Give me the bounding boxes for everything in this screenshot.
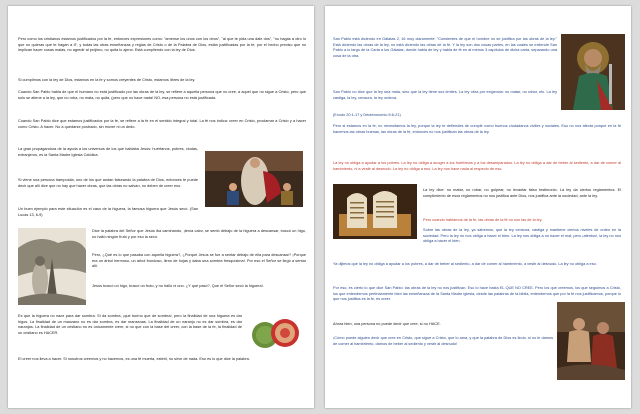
bible-reference: (Exodo 20:1-17 y Deuteronomio 5:6-21) bbox=[333, 113, 401, 117]
paragraph: Ya dijimos que la ley no obliga a ayudar a los pobres, a dar de beber al sediento, a dar de comer al hambriento, a vestir al desnudo. La ley no obliga a eso. bbox=[333, 262, 597, 266]
paragraph: San Pablo está diciendo en Gálatas 2, 16 muy claramente: "Consientes de que el hombre no se justifica por las obras de la ley." Está diciendo las obras de la ley, no está diciendo las obras de la fé. Y la ley son dos cosas partes, en las cuales se extiende San Pablo a lo largo de la Carta a los Gálatas, donde habla de ley y habla de fé en al menos 3 capítulos de dicha carta, separando una cosa de la otra. bbox=[333, 37, 557, 58]
paragraph: Pero como los cristianos estamos justificados por la fe, entonces expresiones como: "amense los unos con los otros", "al que te pida una dale dos", "no hagas a otro lo que no quieras que te hagan a ti", y todas las otras enseñanzas y reglas de Cristo o de la Palabra de Dios, están justificadas por la fe, por el hecho preciso que no implican hacer cosas malas, no agredir al prójimo, no quita lo ajeno. Está cumpliendo con la ley de Dios. bbox=[18, 37, 306, 53]
paragraph: Pero cuando hablamos de la fe, las obras de la fé no son las de la ley. bbox=[423, 218, 543, 222]
paragraph: Si viene una persona tramposita, uno de los que andan falseando la palabra de Dios, entonces te puede decir que allí dice que no hay que hacer obras, que las obras no salvan, no deben de creer eso. bbox=[18, 178, 198, 188]
paragraph: Pero, ¿Qué es lo que pasaba con aquella higuera?, ¿Porqué Jesús se fue a sentar debajo de ella para descansar? ¡Porque era un árbol hermoso, un árbol frondoso, lleno de hojas y daba una sombra fresquísima!. Por eso el Señor se llegó a sentar allí. bbox=[92, 253, 306, 269]
paragraph: La gran propagandora de la ayuda a los universos de los que hablaba Jesús: huérfanos, pobres, viudas, extranjeros, es la Santa Madre Iglesia Católica. bbox=[18, 147, 198, 157]
paragraph: La ley no obliga a ayudar a los pobres. La ley no obliga a acoger a los huérfanos y a los desamparados. La ley no obliga a dar de beber al sediento, a dar de comer al hambriento, ni a vestir al desnudo. La ley no obliga a eso. La ley nos hace nada al respecto de eso. bbox=[333, 161, 621, 171]
fig-tree-engraving-image bbox=[18, 228, 86, 305]
paragraph: Sobre las obras de la ley, ya sabemos, que la ley censura, castiga y mantiene ciertos niveles de orden en la sociedad. Pero la ley no nos obliga a hacer el bien. La ley nos obliga a no hacer el mal, pero ¡atentos!, la ley no nos obliga a hacer el bien. bbox=[423, 228, 621, 244]
paragraph: El creer nos lleva a hacer. Si nosotros creemos y no hacemos, es una fé muerta, estéril, no sirve de nada. Eso es lo que dice la palabra. bbox=[18, 357, 250, 361]
paragraph: Cuando San Pablo dice que estamos justificados por la fe, se refiere a la fe en el sentido integral y total. La fé nos indica: creer en Cristo, proclamar a Cristo y a hacer como Cristo. A hacer. No a quedarse postrado, sin mover ni un dedo. bbox=[18, 119, 306, 129]
commandments-tablets-image bbox=[333, 184, 417, 239]
figs-icon bbox=[245, 311, 305, 351]
paragraph: Cuando San Pablo habla de que el humano no está justificado por las obras de la ley, se refiere a aquella persona que no cree, a aquel que no sigue a Cristo, pero que solo se atiene a la ley, que no roba, no mata, no quita, (pero que no hace nada! NO, esa persona no está justificada. bbox=[18, 90, 306, 100]
saint-painting-image bbox=[205, 151, 303, 207]
paragraph: Jesús buscó un higo, buscó un fruto, y no halló ni uno. ¿Y qué pasó?, Que el Señor secó la higuera!. bbox=[92, 284, 264, 288]
works-of-mercy-painting-image bbox=[557, 302, 625, 380]
right-page bbox=[325, 6, 631, 408]
paragraph: Pero si estamos en la fe, no necesitamos la ley, porque la ley te defiendes de cumplir como buenos ciudadanos civiles y sociales. Eso no nos afecta porque en la fé hacemos las obras buenas, las obras de la fé, entonces no nos justifican las obras de la ley. bbox=[333, 124, 621, 134]
paragraph: Ahora bien, una persona no puede decir que cree, si no HACE. bbox=[333, 322, 441, 326]
paragraph: Es que la higuera no nace para dar sombra. Si da sombra, ¡qué bueno que de sombra!, pero la finalidad de una higuera es dar higos. La finalidad de un manzano no es dar sombra, es dar manzanas. La finalidad de un naranjo no es dar sombra, es dar naranjas. La finalidad de un cristiano no es únicamente creer, si no que con la base del creer, con la base de la fe, la finalidad de un cristiano es HACER. bbox=[18, 314, 242, 335]
paragraph: San Pablo no dice que la ley sea mala, sino que la ley tiene sus límites. La ley obra por exigencia: no matar, no robar, etc. La ley castiga, la ley, censura, la ley ordena. bbox=[333, 90, 557, 100]
paragraph: Dice la palabra del Señor que Jesús iba caminando, ¡tenía calor, se sentó debajo de la higuera a descansar, buscó un higo, no halló ningún fruto y por eso la secó. bbox=[92, 229, 306, 239]
paragraph: La ley dice: no matar, no robar, no golpear, no levantar falso testimonio. La ley da ciertos reglamentos. El cumplimiento de esos reglamentos no nos justifica ante Dios, nos justifica ante la sociedad, ante la ley. bbox=[423, 188, 621, 198]
paragraph: Un buen ejemplo para este situación es el caso de la higuera, la famosa higuera que Jesús secó. (San Lucas 13, 6-9) bbox=[18, 207, 198, 217]
saint-paul-painting-image bbox=[561, 34, 625, 110]
paragraph: ¡Cómo puede alguien decir que cree en Cristo, que sigue a Cristo, que lo ama, y que la palabra de Dios es lindo, si no le damos de comer al hambriento, damos de beber al sediento y vestir al desnudo! bbox=[333, 336, 553, 346]
left-page bbox=[8, 6, 314, 408]
paragraph: Por eso, es cierto lo que dice San Pablo: las obras de la ley no nos justifican. Eso lo hace hasta EL QUE NO CREE. Pero los que creemos, los que seguimos a Cristo, los que entendemos perfectamente bien las enseñanzas de la Santa Madre iglesia, desde las palabras de la biblia, entendemos que por la fé nos justificamos, porque lo que nos justifica es la fe, es creer. bbox=[333, 286, 621, 302]
paragraph: Si cumplimos con la ley de Dios, estamos en la fe y somos creyentes de Cristo, estamos libres de la ley. bbox=[18, 78, 196, 82]
